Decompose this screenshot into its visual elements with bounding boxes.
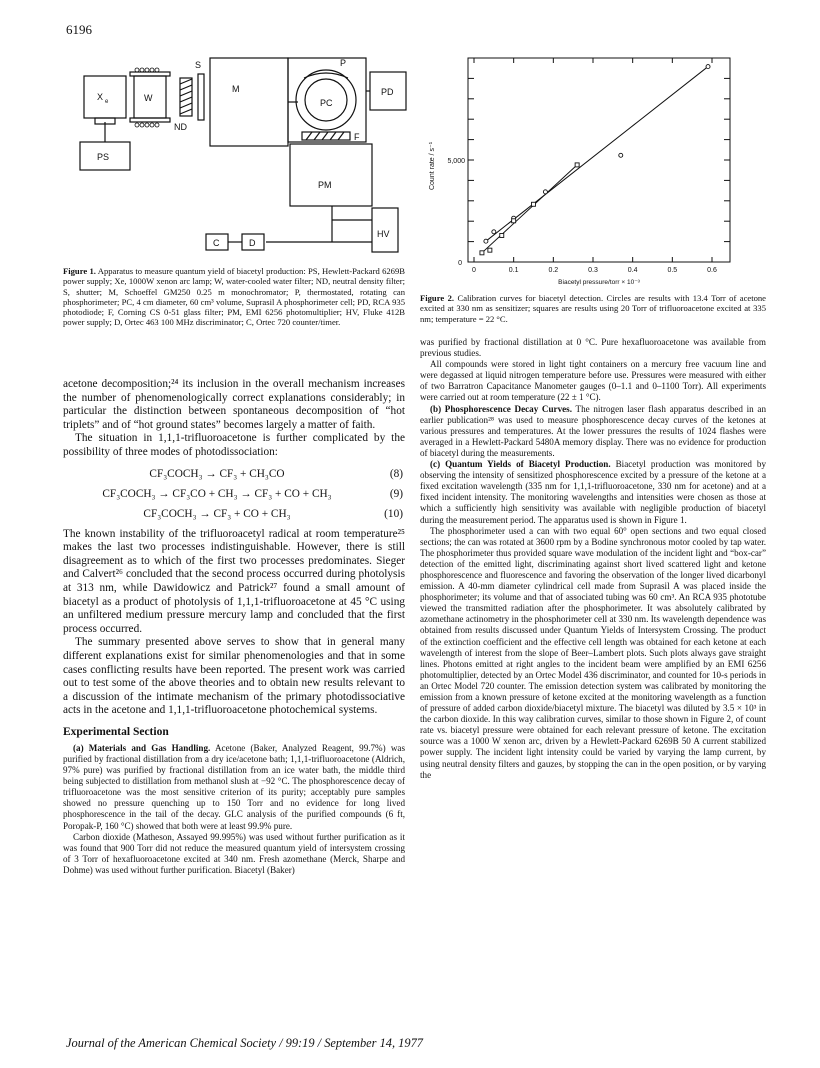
equation-8-expr: CF₃COCH₃ → CF₃ + CH₃CO (149, 467, 285, 480)
circle-data-point (484, 239, 488, 243)
decay-text: The nitrogen laser flash apparatus described in an earlier publication²⁸ was used to measure phosphorescence decay curves of the ketones at various pressures and temperatures. At the lower pressures the results of 1024 flashes were averaged in a Hewlett-Packard 5480A memory display. There was no evidence for production of biacetyl during the measurements. (420, 403, 767, 458)
calibration-chart (420, 48, 766, 288)
shutter (198, 74, 204, 120)
left-paragraph-1: acetone decomposition;²⁴ its inclusion in the overall mechanism increases the number of phenomenologically correct explanations considerably; in particular the distinction between spontaneous decomposition of “hot triplets” and of “hot ground states” becomes largely a matter of faith. (63, 378, 405, 431)
right-paragraph-2: All compounds were stored in light tight containers on a mercury free vacuum line and were degassed at liquid nitrogen temperature before use. Pressures were measured with either of two Barratron Capacitance Manometer gauges (0–1.1 and 0–1100 Torr). All experiments were carried out at room temperature (22 ± 1 °C). (420, 359, 766, 403)
equation-10 (63, 504, 405, 524)
circle-data-point (492, 230, 496, 234)
label-f: F (354, 132, 360, 142)
x-axis-label: Biacetyl pressure/torr × 10⁻³ (558, 279, 640, 286)
x-tick-label: 0.6 (707, 267, 717, 274)
square-data-point (532, 202, 536, 206)
quantum-yield-text: Biacetyl production was monitored by observing the intensity of sensitized phosphorescence excited by a pressure of the ketone at a fixed excitation wavelength (335 nm for 1,1,1-trifluoroacetone, 330 nm for acetone) and at a fixed incident intensity. The monitoring wavelengths and intensities were chosen as those at which a sufficiently high sensitivity was available with negligible production of biacetyl during the measurement period. The apparatus used is shown in Figure 1. (420, 459, 766, 525)
circle-data-point (619, 153, 623, 157)
y-tick-label: 5,000 (447, 158, 465, 165)
label-m: M (232, 84, 240, 94)
figure2-caption (420, 293, 766, 324)
equation-10-expr: CF₃COCH₃ → CF₃ + CO + CH₃ (143, 507, 291, 520)
x-tick-label: 0.2 (548, 267, 559, 274)
page-number: 6196 (66, 22, 92, 37)
label-hv: HV (377, 229, 390, 239)
label-xe: X (97, 92, 104, 102)
figure2-caption-label: Figure 2. (420, 293, 455, 303)
square-data-point (500, 233, 504, 237)
quantum-yield-heading: (c) Quantum Yields of Biacetyl Production. (430, 459, 611, 470)
journal-footer: Journal of the American Chemical Society / 99:19 / September 14, 1977 (66, 1036, 423, 1050)
x-tick-label: 0.1 (508, 267, 519, 274)
photomultiplier-box (290, 144, 372, 206)
square-data-point (488, 248, 492, 252)
x-tick-label: 0.4 (627, 267, 638, 274)
x-tick-label: 0.3 (588, 267, 598, 274)
label-pm: PM (318, 180, 332, 190)
left-paragraph-5 (63, 743, 405, 832)
left-paragraph-4: The summary presented above serves to show that in general many different explanations exist for similar phenomenologies and that in some cases conflicting results have been reported. The present work was carried out to test some of the above theories and to obtain new results relevant to a discussion of the intimate mechanism of the primary photodissociative acts in the acetone and 1,1,1-trifluoroacetone photochemical systems. (63, 636, 405, 717)
label-c: C (213, 238, 220, 248)
figure2-caption-text: Calibration curves for biacetyl detection. Circles are results with 13.4 Torr of acetone excited at 330 nm as sensitizer; squares are results using 20 Torr of trifluoroacetone excited at 335 nm; temperature = 22 °C. (420, 293, 767, 324)
label-pc: PC (320, 98, 333, 108)
label-w: W (144, 93, 153, 103)
equation-8 (63, 464, 405, 484)
circle-data-point (706, 65, 710, 69)
materials-text: Acetone (Baker, Analyzed Reagent, 99.7%) was purified by fractional distillation from a dry ice/acetone bath; 1,1,1-trifluoroacetone (Aldrich, 97% pure) was purified by fractional distillation from an ice water bath, the middle third being subjected to distillation from methanol slush at −92 °C. The phosphorescence decay of trifluoroacetone was the most sensitive criterion of its purity; acceptably pure samples showed no pressure quenching up to 150 Torr and no evidence for long lived phosphorescence in the tail of the decay. GLC analysis of the purified compounds (6 ft, Poropak-P, 160 °C) showed that both were at least 99.9% pure. (63, 742, 406, 831)
left-column (63, 378, 405, 876)
figure1-caption (63, 266, 405, 328)
equation-8-number: (8) (389, 467, 403, 480)
materials-heading: (a) Materials and Gas Handling. (73, 742, 211, 753)
apparatus-diagram (70, 48, 410, 260)
decay-heading: (b) Phosphorescence Decay Curves. (430, 403, 572, 414)
label-xe-sub: e (105, 99, 109, 105)
square-data-point (512, 219, 516, 223)
monochromator-box (210, 58, 288, 146)
section-heading: Experimental Section (63, 725, 169, 738)
chart-frame (468, 58, 730, 262)
label-p: P (340, 58, 347, 68)
series-square-line (482, 165, 577, 253)
label-pd: PD (381, 87, 394, 97)
right-paragraph-4 (420, 459, 766, 526)
square-data-point (480, 251, 484, 255)
y-axis-label: Count rate / s⁻¹ (429, 141, 436, 191)
right-paragraph-3 (420, 404, 766, 459)
equation-9-number: (9) (389, 487, 403, 500)
equation-9-expr: CF₃COCH₃ → CF₃CO + CH₃ → CF₃ + CO + CH₃ (102, 487, 332, 500)
right-column (420, 337, 766, 781)
left-paragraph-6: Carbon dioxide (Matheson, Assayed 99.995%) was used without further purification as it was found that 900 Torr did not reduce the measured quantum yield of intersystem crossing of 3 Torr of hexafluoroacetone excited at 340 nm. Fresh azomethane (Merck, Sharpe and Dohme) was used without further purification. Biacetyl (Baker) (63, 831, 405, 875)
square-data-point (575, 163, 579, 167)
y-origin-label: 0 (458, 260, 462, 267)
right-paragraph-1: was purified by fractional distillation at 0 °C. Pure hexafluoroacetone was available from previous studies. (420, 337, 766, 359)
circle-data-point (543, 190, 547, 194)
right-paragraph-5: The phosphorimeter used a can with two equal 60° open sections and two equal closed sections; the can was rotated at 3600 rpm by a Bodine synchronous motor cooled by tap water. The phosphorimeter thus provided square wave modulation of the incident light and “box-car” detection of the emitted light, discriminating against short lived scattered light and ketone phosphorescence and fluorescence and favoring the observation of the longer lived dicarbonyl emission. A 40-mm diameter cylindrical cell made from Suprasil A was placed inside the phosphorimeter; its volume and that of associated tubing was 60 cm³. An RCA 935 phototube viewed the transmitted radiation after the phosphorimeter. It was absolutely calibrated by azomethane actinometry in the phosphorimeter cell at 330 nm. Its wavelength dependence was obtained from results discussed under Quantum Yields of Intersystem Crossing. The product of the extinction coefficient and the effective cell length was obtained for each ketone at each wavelength of interest from the slope of Beer–Lambert plots. Such plots always gave straight lines. Photons emitted at right angles to the incident beam were amplified by an EMI 6256 photomultiplier, detected by an Ortec Model 436 discriminator, and counted for 10-s periods in an Ortec Model 720 counter. The emission detection system was calibrated by monitoring the emission from a known pressure of ketone excited at the monitoring wavelength as a function of pressure of added carbon dioxide/biacetyl mixture. The biacetyl was diluted by 3.5 × 10³ in the carbon dioxide. In this way calibration curves, similar to those shown in Figure 2, of count rate vs. biacetyl pressure were obtained for each relevant pressure of ketone. The excitation source was a 1000 W xenon arc, driven by a Hewlett-Packard 6269B 50 A current stabilized power supply. The incident light intensity could be varied by varying the lamp current, by using neutral density filters and gauzes, by stopping the can in the open position, or by varying the (420, 525, 767, 780)
label-ps: PS (97, 152, 110, 162)
label-d: D (249, 238, 256, 248)
left-paragraph-2: The situation in 1,1,1-trifluoroacetone is further complicated by the possibility of three modes of photodissociation: (63, 432, 405, 458)
figure1-caption-text: Apparatus to measure quantum yield of biacetyl production: PS, Hewlett-Packard 6269B power supply; Xe, 1000W xenon arc lamp; W, water-cooled water filter; ND, neutral density filter; S, shutter; M, Schoeffel GM250 0.25 m monochromator; P, thermostated, rotating can phosphorimeter; PC, 4 cm diameter, 60 cm³ volume, Suprasil A phosphorimeter cell; PD, RCA 935 photodiode; F, Corning CS 0-51 glass filter; PM, EMI 6256 photomultiplier; HV, Fluke 412B power supply; D, Ortec 463 100 MHz discriminator; C, Ortec 720 counter/timer. (63, 266, 405, 328)
label-s: S (195, 60, 202, 70)
equation-10-number: (10) (384, 507, 403, 520)
x-tick-label: 0.5 (667, 267, 678, 274)
equation-9 (63, 484, 405, 504)
xe-lamp-box (84, 76, 126, 118)
left-paragraph-3: The known instability of the trifluoroacetyl radical at room temperature²⁵ makes the last two processes indistinguishable. However, there is still disagreement as to which of the first two processes predominates. Sieger and Calvert²⁶ concluded that the second process occurred during photolysis at 313 nm, while Dawidowicz and Patrick²⁷ found a small amount of biacetyl as a product of photolysis of 1,1,1-trifluoroacetone at 45 °C using an unfiltered medium pressure mercury lamp and concluded that the first process occurred. (63, 527, 405, 635)
figure1-caption-label: Figure 1. (63, 266, 96, 276)
x-tick-label: 0 (472, 267, 476, 274)
series-circle-line (486, 67, 708, 242)
label-nd: ND (174, 122, 187, 132)
